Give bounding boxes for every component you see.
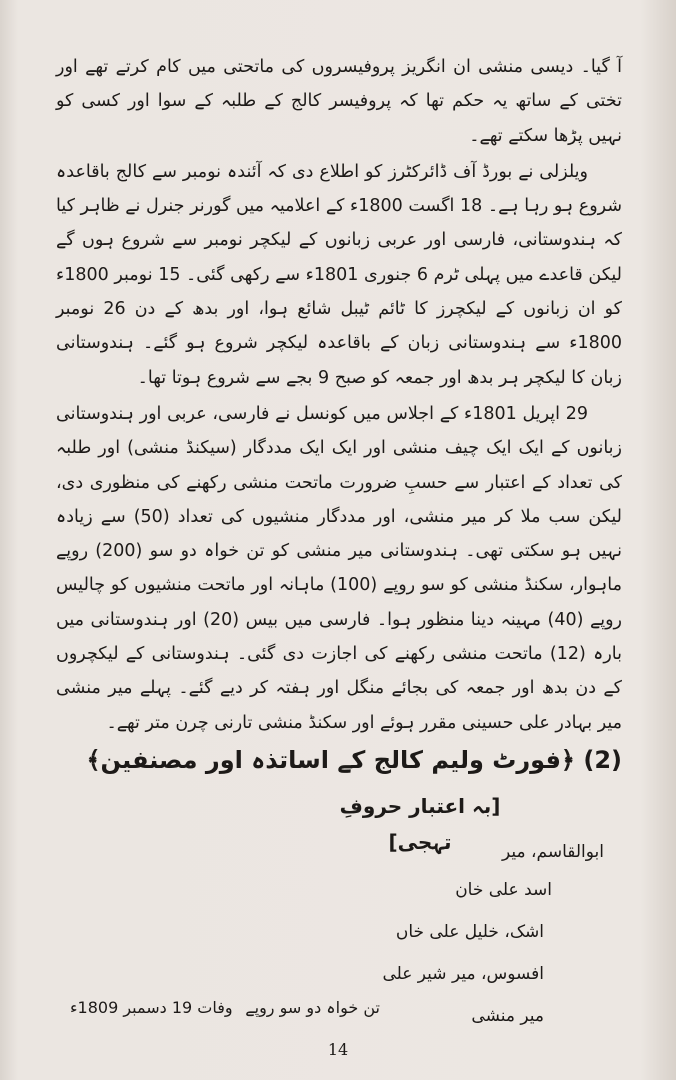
names-list	[382, 840, 604, 1028]
paragraph-1: آ گیا۔ دیسی منشی ان انگریز پروفیسروں کی ماتحتی میں کام کرتے تھے اور تختی کے ساتھ یہ حکم تھا کہ پروفیسر کالج کے طلبہ کے سوا اور کسی کو نہیں پڑھا سکتے تھے۔	[56, 57, 622, 146]
main-text	[56, 50, 622, 742]
list-item: افسوس، میر شیر علی	[382, 964, 544, 984]
section-subheading: [بہ اعتبار حروفِ تہجی]	[339, 794, 501, 854]
paragraph-3: 29 اپریل 1801ء کے اجلاس میں کونسل نے فارسی، عربی اور ہندوستانی زبانوں کے ایک ایک چیف منشی اور ایک ایک مددگار (سیکنڈ منشی) اور طلبہ کی تعداد کے اعتبار سے حسبِ ضرورت ماتحت منشی رکھنے کی منظوری دی، لیکن سب ملا کر میر منشی، اور مددگار منشیوں کی تعداد (50) سے زیادہ نہیں ہو سکتی تھی۔ ہندوستانی میر منشی کو تن خواہ دو سو (200) روپے ماہوار، سکنڈ منشی کو سو روپے (100) ماہانہ اور ماتحت منشیوں کو چالیس روپے (40) مہینہ دینا منظور ہوا۔ فارسی میں بیس (20) اور ہندوستانی میں بارہ (12) ماتحت منشی رکھنے کی اجازت دی گئی۔ ہندوستانی کے لیکچروں کے دن بدھ اور جمعہ کی بجائے منگل اور ہفتہ کر دیے گئے۔ پہلے میر منشی میر بہادر علی حسینی مقرر ہوئے اور سکنڈ منشی تارنی چرن متر تھے۔	[56, 403, 622, 733]
page-number: 14	[327, 1040, 349, 1059]
list-item: ابوالقاسم، میر	[502, 842, 604, 862]
section-heading: (2) ﴿فورٹ ولیم کالج کے اساتذہ اور مصنفین﴾	[86, 746, 622, 774]
salary-text: تن خواہ دو سو روپے	[245, 998, 380, 1017]
death-date-text: وفات 19 دسمبر 1809ء	[70, 998, 233, 1017]
paragraph-2: ویلزلی نے بورڈ آف ڈائرکٹرز کو اطلاع دی کہ آئندہ نومبر سے کالج باقاعدہ شروع ہو رہا ہے۔ 18 اگست 1800ء کے اعلامیہ میں گورنر جنرل نے ظاہر کیا کہ ہندوستانی، فارسی اور عربی زبانوں کے لیکچر نومبر سے شروع ہوں گے لیکن قاعدے میں پہلی ٹرم 6 جنوری 1801ء سے رکھی گئی۔ 15 نومبر 1800ء کو ان زبانوں کے لیکچرز کا ٹائم ٹیبل شائع ہوا، اور بدھ کے دن 26 نومبر 1800ء سے ہندوستانی زبان کے باقاعدہ لیکچر شروع ہو گئے۔ ہندوستانی زبان کا لیکچر ہر بدھ اور جمعہ کو صبح 9 بجے سے شروع ہوتا تھا۔	[56, 161, 622, 388]
list-item: میر منشی	[471, 1006, 544, 1026]
list-item: اسد علی خان	[455, 880, 552, 900]
list-item: اشک، خلیل علی خاں	[395, 922, 544, 942]
